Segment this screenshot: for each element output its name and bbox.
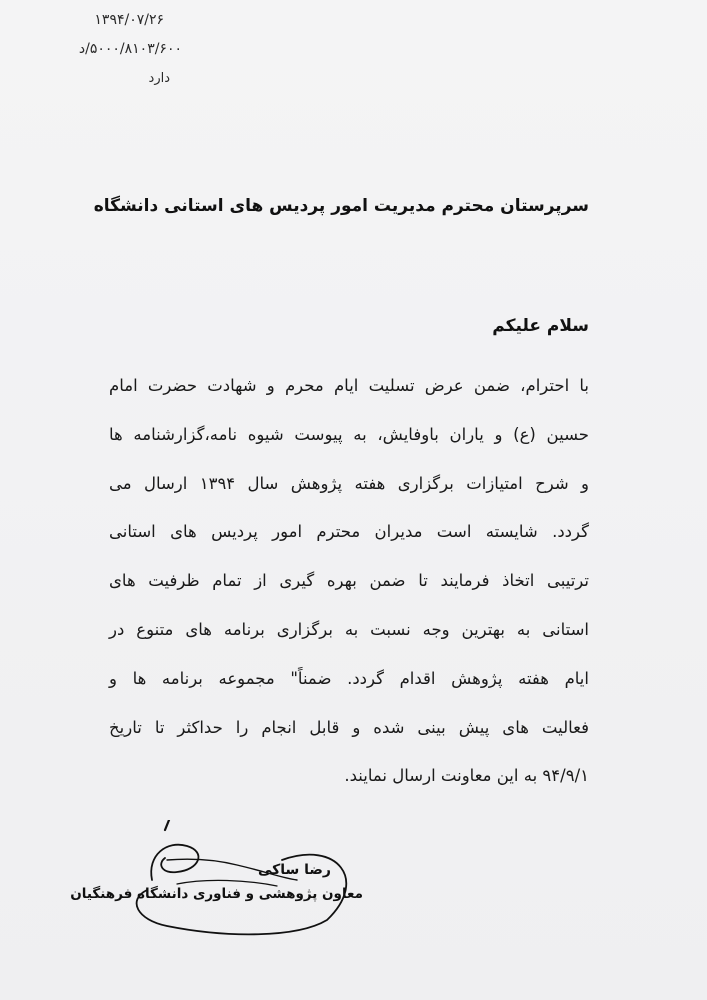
signer-name: رضا ساکی — [257, 862, 331, 878]
letter-number: ۵۰۰۰/۸۱۰۳/۶۰۰/د — [78, 41, 182, 57]
body-line: گردد. شایسته است مدیران محترم امور پردیس های استانی — [109, 522, 589, 542]
body-line: استانی به بهترین وجه نسبت به برگزاری برنامه های متنوع در — [109, 619, 589, 639]
signer-title: معاون پژوهشی و فناوری دانشگاه فرهنگیان — [70, 886, 363, 902]
signature-block — [70, 820, 367, 940]
body-line: ایام هفته پژوهش اقدام گردد. ضمناً" مجموعه برنامه ها و — [109, 668, 589, 688]
body-line: فعالیت های پیش بینی شده و قابل انجام را حداکثر تا تاریخ — [109, 717, 589, 737]
body-line: و شرح امتیازات برگزاری هفته پژوهش سال ۱۳۹۴ ارسال می — [109, 473, 589, 493]
body-line: ۹۴/۹/۱ به این معاونت ارسال نمایند. — [344, 766, 589, 786]
handwritten-signature — [107, 820, 367, 940]
body-line: با احترام، ضمن عرض تسلیت ایام محرم و شهادت حضرت امام — [109, 376, 589, 395]
letter-addressee: سرپرستان محترم مدیریت امور پردیس های استانی دانشگاه — [93, 196, 589, 216]
letter-meta — [32, 6, 182, 93]
letter-greeting: سلام علیکم — [492, 316, 589, 336]
letter-date: ۱۳۹۴/۰۷/۲۶ — [94, 12, 164, 28]
letter-body — [109, 362, 589, 801]
letter-attachment: دارد — [148, 71, 170, 86]
body-line: ترتیبی اتخاذ فرمایند تا ضمن بهره گیری از تمام ظرفیت های — [109, 571, 589, 591]
body-line: حسین (ع) و یاران باوفایش، به پیوست شیوه نامه،گزارشنامه ها — [109, 424, 589, 444]
